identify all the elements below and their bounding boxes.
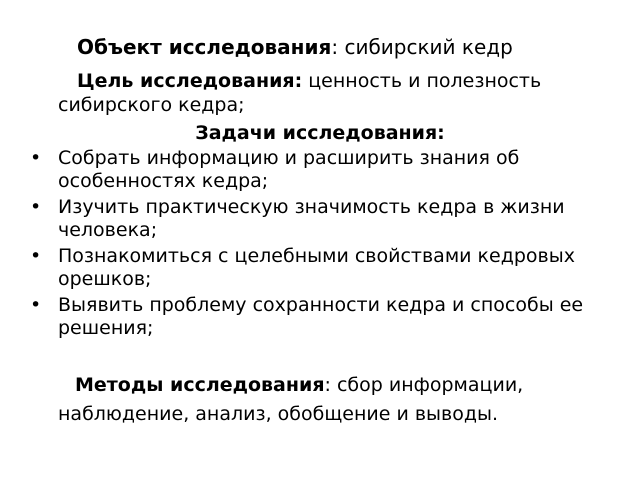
goal-text-1: ценность и полезность — [302, 70, 542, 92]
methods-label: Методы исследования — [75, 374, 325, 396]
bullet-icon: • — [30, 147, 42, 169]
bullet-icon: • — [30, 294, 42, 316]
task-3-line-2: орешков; — [58, 268, 152, 290]
bullet-icon: • — [30, 245, 42, 267]
task-4-line-1: Выявить проблему сохранности кедра и способы ее — [58, 294, 584, 316]
methods-line-1 — [75, 373, 523, 397]
task-1-line-1: Собрать информацию и расширить знания об — [58, 147, 520, 169]
task-1-line-2: особенностях кедра; — [58, 170, 269, 192]
methods-text-1: : сбор информации, — [324, 374, 524, 396]
task-3-line-1: Познакомиться с целебными свойствами кедровых — [58, 245, 575, 267]
methods-line-2: наблюдение, анализ, обобщение и выводы. — [58, 403, 499, 425]
goal-line-1 — [77, 69, 541, 93]
bullet-icon: • — [30, 196, 42, 218]
object-label: Объект исследования — [77, 35, 332, 59]
goal-line-2 — [58, 93, 245, 117]
task-2-line-1: Изучить практическую значимость кедра в жизни — [58, 196, 565, 218]
task-2-line-2: человека; — [58, 219, 158, 241]
goal-text-2: сибирского кедра; — [58, 94, 245, 116]
goal-label: Цель исследования: — [77, 70, 303, 92]
task-4-line-2: решения; — [58, 317, 154, 339]
tasks-heading-text: Задачи исследования: — [195, 122, 445, 144]
object-line — [77, 35, 513, 59]
tasks-heading — [0, 121, 640, 145]
object-text: : сибирский кедр — [331, 35, 513, 59]
